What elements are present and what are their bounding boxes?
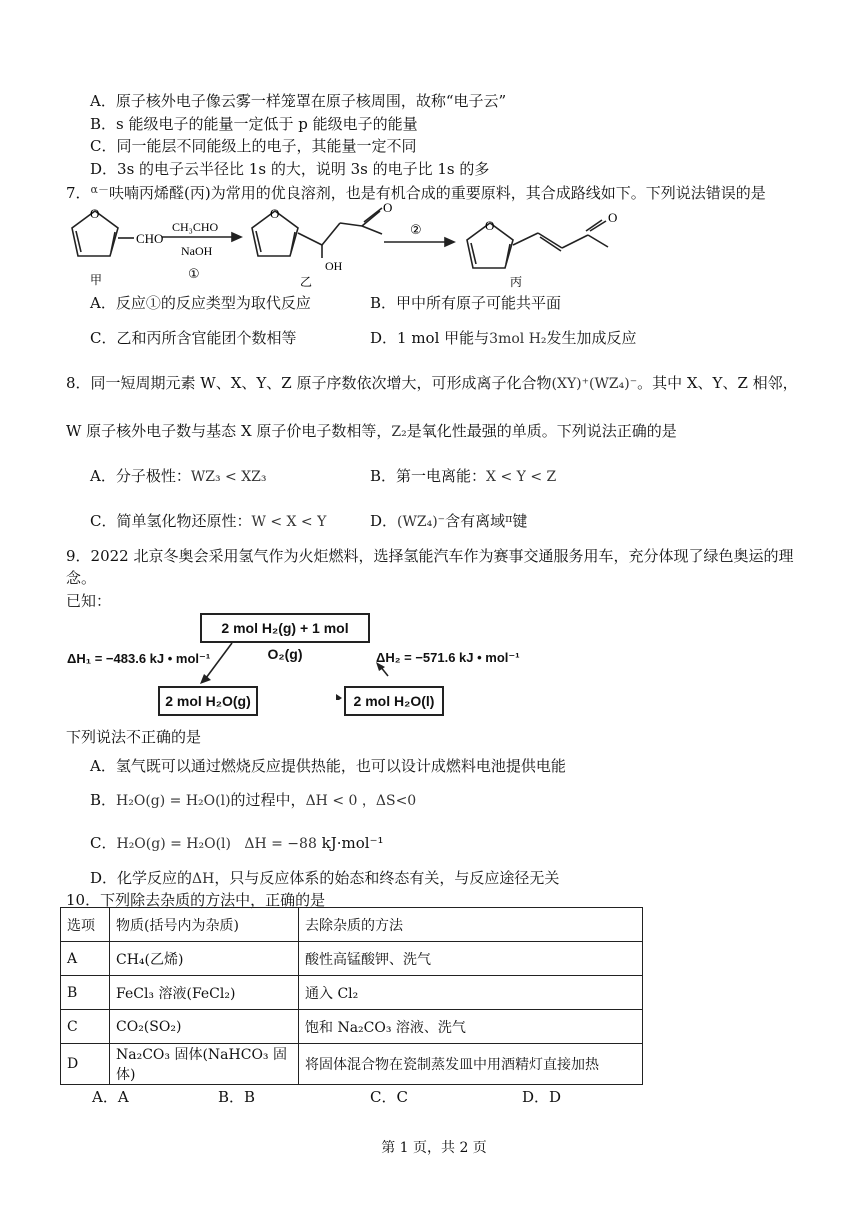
q6-option-a: A．原子核外电子像云雾一样笼罩在原子核周围，故称“电子云” <box>90 92 507 110</box>
q9-option-d-pre: D．化学反应的 <box>90 869 193 887</box>
q7-step1: ① <box>188 267 200 282</box>
q8-option-c-pre: C．简单氢化物还原性： <box>90 512 252 530</box>
q7-reagent-top: CH₃CHO <box>172 220 219 234</box>
q8-option-d <box>370 510 527 531</box>
q9-ask: 下列说法不正确的是 <box>66 728 202 746</box>
table-row <box>61 976 643 1010</box>
q9-option-c-formula: H₂O(g) = H₂O(l) ΔH = −88 <box>116 836 317 852</box>
row-b-substance: FeCl₃ 溶液(FeCl₂) <box>110 976 299 1010</box>
q8-option-b <box>370 465 556 486</box>
q6-option-c: C．同一能层不同能级上的电子，其能量一定不同 <box>90 137 417 155</box>
q8-line1-post: 。其中 X、Y、Z 相邻， <box>637 374 798 392</box>
q8-option-d-post-a: 含有离域 <box>445 512 506 530</box>
q7-option-d-formula: 3mol H₂ <box>489 331 547 347</box>
q7-number: 7． <box>66 184 91 202</box>
q8-option-d-pre: D． <box>370 512 398 530</box>
row-d-method: 将固体混合物在瓷制蒸发皿中用酒精灯直接加热 <box>299 1044 643 1085</box>
q8-option-d-formula: (WZ₄)⁻ <box>397 514 446 530</box>
table-row <box>61 1010 643 1044</box>
q9-option-d <box>90 867 559 888</box>
q9-box-water-gas: 2 mol H₂O(g) <box>158 686 258 716</box>
q8-option-a-formula: WZ₃ < XZ₃ <box>190 469 267 485</box>
q9-option-c-pre: C． <box>90 834 117 852</box>
q7-reagent-bottom: NaOH <box>181 244 213 258</box>
row-a-method: 酸性高锰酸钾、洗气 <box>299 942 643 976</box>
q10-impurity-table <box>60 907 643 1085</box>
q9-option-b-mid: 的过程中， <box>230 791 306 809</box>
q7-alpha: α－ <box>90 183 109 196</box>
q8-option-d-post-b: 键 <box>512 512 528 530</box>
q8-option-c-formula: W < X < Y <box>251 514 327 530</box>
q9-option-b <box>90 789 416 810</box>
row-b-option: B <box>61 976 110 1010</box>
row-d-substance: Na₂CO₃ 固体(NaHCO₃ 固体) <box>110 1044 299 1085</box>
row-c-method: 饱和 Na₂CO₃ 溶液、洗气 <box>299 1010 643 1044</box>
q8-option-b-pre: B．第一电离能： <box>370 467 487 485</box>
q8-option-c <box>90 510 326 531</box>
q7-label-yi: 乙 <box>300 275 313 289</box>
q8-compound-formula: (XY)⁺(WZ₄)⁻ <box>551 376 638 392</box>
q7-step2: ② <box>410 223 422 238</box>
q7-option-a: A．反应①的反应类型为取代反应 <box>90 294 311 312</box>
q9-option-c-unit: kJ·mol⁻¹ <box>321 834 384 852</box>
q9-delta-h2: ΔH₂ = −571.6 kJ • mol⁻¹ <box>376 650 520 665</box>
q8-line2 <box>66 420 677 441</box>
q7-stem-text: 呋喃丙烯醛(丙)为常用的优良溶剂，也是有机合成的重要原料，其合成路线如下。下列说法错误的是 <box>108 184 766 202</box>
q9-option-d-post: ，只与反应体系的始态和终态有关，与反应途径无关 <box>214 869 560 887</box>
q7-synthesis-scheme <box>60 198 680 290</box>
row-b-method: 通入 Cl₂ <box>299 976 643 1010</box>
q9-stem-line2: 念。 <box>66 569 97 587</box>
q7-option-c: C．乙和丙所含官能团个数相等 <box>90 329 297 347</box>
q9-diagram-arrows <box>150 640 450 700</box>
table-header-row <box>61 908 643 942</box>
q7-furan-o-2: O <box>270 206 280 221</box>
q7-option-b: B．甲中所有原子可能共平面 <box>370 294 562 312</box>
q9-given: 已知： <box>66 592 112 610</box>
q9-stem-line1: 9．2022 北京冬奥会采用氢气作为火炬燃料，选择氢能汽车作为赛事交通服务用车，充分体现了绿色奥运的理 <box>66 547 794 565</box>
q7-aldehyde-o-bing: O <box>608 210 618 225</box>
header-option: 选项 <box>61 908 110 942</box>
q9-option-c <box>90 832 384 853</box>
q9-box-water-liquid: 2 mol H₂O(l) <box>344 686 444 716</box>
q9-option-a: A．氢气既可以通过燃烧反应提供热能，也可以设计成燃料电池提供电能 <box>90 757 566 775</box>
q7-aldehyde-o-yi: O <box>383 200 393 215</box>
q7-furan-o-1: O <box>90 206 100 221</box>
page-footer: 第 1 页，共 2 页 <box>381 1140 487 1156</box>
q10-option-d: D．D <box>522 1088 562 1106</box>
header-substance: 物质(括号内为杂质) <box>110 908 299 942</box>
q10-option-a: A．A <box>92 1088 129 1106</box>
q8-option-a <box>90 465 267 486</box>
q9-option-b-formula2: ΔH < 0 ，ΔS<0 <box>305 793 417 809</box>
q8-line1-pre: 8．同一短周期元素 W、X、Y、Z 原子序数依次增大，可形成离子化合物 <box>66 374 552 392</box>
q9-option-b-pre: B． <box>90 791 117 809</box>
q7-label-jia: 甲 <box>90 273 103 287</box>
q7-furan-o-3: O <box>485 218 495 233</box>
q6-option-d: D．3s 的电子云半径比 1s 的大，说明 3s 的电子比 1s 的多 <box>90 160 490 178</box>
row-a-option: A <box>61 942 110 976</box>
q9-box-reactants: 2 mol H₂(g) + 1 mol O₂(g) <box>200 613 370 643</box>
q9-option-d-formula: ΔH <box>192 871 215 887</box>
q9-option-b-formula: H₂O(g) = H₂O(l) <box>116 793 231 809</box>
q7-label-bing: 丙 <box>510 275 523 289</box>
q7-option-d <box>370 327 637 348</box>
q8-option-a-pre: A．分子极性： <box>90 467 191 485</box>
q7-oh: OH <box>325 259 343 273</box>
q8-option-b-formula: X < Y < Z <box>486 469 557 485</box>
q7-cho: CHO <box>136 231 164 246</box>
q7-option-d-pre: D．1 mol 甲能与 <box>370 329 490 347</box>
q10-stem: 10．下列除去杂质的方法中，正确的是 <box>66 891 326 909</box>
q8-option-d-pi: π <box>505 512 513 525</box>
header-method: 去除杂质的方法 <box>299 908 643 942</box>
q8-line1 <box>66 372 798 393</box>
row-c-substance: CO₂(SO₂) <box>110 1010 299 1044</box>
row-d-option: D <box>61 1044 110 1085</box>
q6-option-b: B．s 能级电子的能量一定低于 p 能级电子的能量 <box>90 115 418 133</box>
row-a-substance: CH₄(乙烯) <box>110 942 299 976</box>
q8-line2-pre: W 原子核外电子数与基态 X 原子价电子数相等， <box>66 422 392 440</box>
q10-option-b: B．B <box>218 1088 256 1106</box>
q8-line2-post: 是氧化性最强的单质。下列说法正确的是 <box>406 422 677 440</box>
q7-option-d-post: 发生加成反应 <box>546 329 637 347</box>
q9-delta-h1: ΔH₁ = −483.6 kJ • mol⁻¹ <box>67 651 211 666</box>
q8-z2-formula: Z₂ <box>391 424 407 440</box>
table-row <box>61 1044 643 1085</box>
q10-option-c: C．C <box>370 1088 408 1106</box>
row-c-option: C <box>61 1010 110 1044</box>
table-row <box>61 942 643 976</box>
